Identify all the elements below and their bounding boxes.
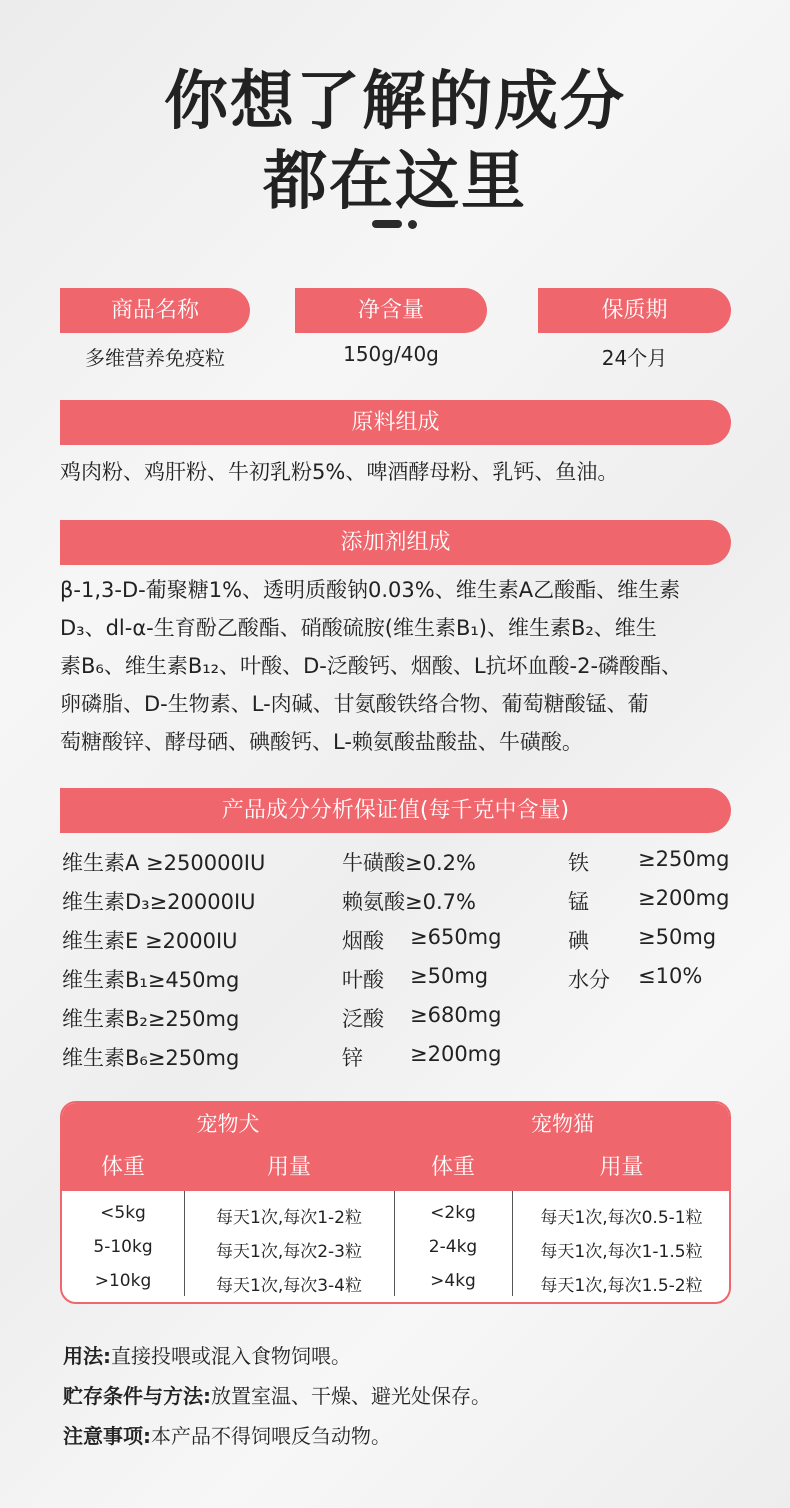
usage-label: 用法: [63, 1344, 111, 1368]
additives-header: 添加剂组成 [60, 520, 731, 565]
dog-amount-header: 用量 [266, 1155, 311, 1180]
guarantee-item-value: ≥680mg [410, 1003, 502, 1027]
page-title-line2: 都在这里 [263, 145, 527, 219]
usage-note [63, 1340, 351, 1369]
guarantee-item: 维生素E ≥2000IU [62, 929, 238, 953]
guarantee-header: 产品成分分析保证值(每千克中含量) [60, 788, 731, 833]
guarantee-item-value: ≥650mg [410, 925, 502, 949]
cat-weight-cell: <2kg [430, 1203, 476, 1223]
caution-text: 本产品不得饲喂反刍动物。 [151, 1424, 391, 1448]
additives-line: 卵磷脂、D-生物素、L-肉碱、甘氨酸铁络合物、葡萄糖酸锰、葡 [60, 692, 649, 716]
caution-note [63, 1420, 391, 1449]
dosage-table [60, 1101, 731, 1304]
cat-amount-cell: 每天1次,每次1.5-2粒 [540, 1276, 703, 1296]
dog-amount-cell: 每天1次,每次1-2粒 [216, 1208, 362, 1228]
guarantee-item: 赖氨酸≥0.7% [342, 890, 476, 914]
guarantee-item: 维生素B₂≥250mg [62, 1007, 240, 1031]
dog-label: 宠物犬 [196, 1112, 260, 1136]
dog-amount-cell: 每天1次,每次3-4粒 [216, 1276, 362, 1296]
additives-line: 萄糖酸锌、酵母硒、碘酸钙、L-赖氨酸盐酸盐、牛磺酸。 [60, 730, 583, 754]
dosage-body [62, 1191, 729, 1304]
guarantee-item-name: 锰 [568, 890, 589, 914]
usage-text: 直接投喂或混入食物饲喂。 [111, 1344, 351, 1368]
additives-line: D₃、dl-α-生育酚乙酸酯、硝酸硫胺(维生素B₁)、维生素B₂、维生 [60, 616, 657, 640]
additives-line: β-1,3-D-葡聚糖1%、透明质酸钠0.03%、维生素A乙酸酯、维生素 [60, 578, 681, 602]
guarantee-item: 牛磺酸≥0.2% [342, 851, 476, 875]
dog-amount-cell: 每天1次,每次2-3粒 [216, 1242, 362, 1262]
guarantee-item: 维生素B₁≥450mg [62, 968, 240, 992]
guarantee-item-value: ≥50mg [638, 925, 717, 949]
net-content-value: 150g/40g [343, 342, 439, 366]
additives-line: 素B₆、维生素B₁₂、叶酸、D-泛酸钙、烟酸、L抗坏血酸-2-磷酸酯、 [60, 654, 683, 678]
dog-weight-cell: >10kg [94, 1271, 152, 1291]
guarantee-item-name: 铁 [568, 851, 589, 875]
cat-amount-cell: 每天1次,每次0.5-1粒 [540, 1208, 703, 1228]
dog-weight-cell: <5kg [100, 1203, 146, 1223]
storage-label: 贮存条件与方法: [63, 1384, 211, 1408]
guarantee-item: 维生素D₃≥20000IU [62, 890, 256, 914]
raw-materials-header: 原料组成 [60, 400, 731, 445]
shelf-life-value: 24个月 [601, 346, 668, 370]
dog-weight-cell: 5-10kg [93, 1237, 153, 1257]
cat-weight-cell: >4kg [430, 1271, 476, 1291]
guarantee-item-value: ≥200mg [638, 886, 730, 910]
guarantee-item-value: ≥50mg [410, 964, 489, 988]
guarantee-item-name: 碘 [568, 929, 589, 953]
guarantee-item-name: 泛酸 [342, 1007, 384, 1031]
cat-label: 宠物猫 [531, 1112, 594, 1136]
storage-note [63, 1380, 491, 1409]
dosage-species-row [62, 1103, 729, 1145]
guarantee-item-value: ≤10% [638, 964, 703, 988]
dog-weight-header: 体重 [100, 1155, 145, 1180]
guarantee-item: 维生素B₆≥250mg [62, 1046, 240, 1070]
cat-weight-header: 体重 [430, 1155, 475, 1180]
divider-dot [408, 220, 417, 229]
divider-bar [372, 220, 402, 228]
page-title-line1: 你想了解的成分 [164, 65, 626, 139]
cat-weight-cell: 2-4kg [428, 1237, 478, 1257]
guarantee-item: 维生素A ≥250000IU [62, 851, 266, 875]
storage-text: 放置室温、干燥、避光处保存。 [211, 1384, 491, 1408]
shelf-life-label: 保质期 [538, 288, 731, 333]
caution-label: 注意事项: [63, 1424, 151, 1448]
guarantee-item-name: 烟酸 [342, 929, 384, 953]
cat-amount-header: 用量 [599, 1155, 644, 1180]
cat-amount-cell: 每天1次,每次1-1.5粒 [540, 1242, 703, 1262]
product-name-value: 多维营养免疫粒 [85, 346, 225, 370]
guarantee-item-name: 水分 [568, 968, 610, 992]
guarantee-item-value: ≥250mg [638, 847, 730, 871]
raw-materials-text: 鸡肉粉、鸡肝粉、牛初乳粉5%、啤酒酵母粉、乳钙、鱼油。 [60, 460, 619, 484]
additives-text [60, 571, 740, 761]
guarantee-item-name: 叶酸 [342, 968, 384, 992]
net-content-label: 净含量 [295, 288, 487, 333]
guarantee-item-value: ≥200mg [410, 1042, 502, 1066]
product-name-label: 商品名称 [60, 288, 250, 333]
guarantee-item-name: 锌 [342, 1046, 363, 1070]
dosage-header-row [62, 1145, 729, 1191]
